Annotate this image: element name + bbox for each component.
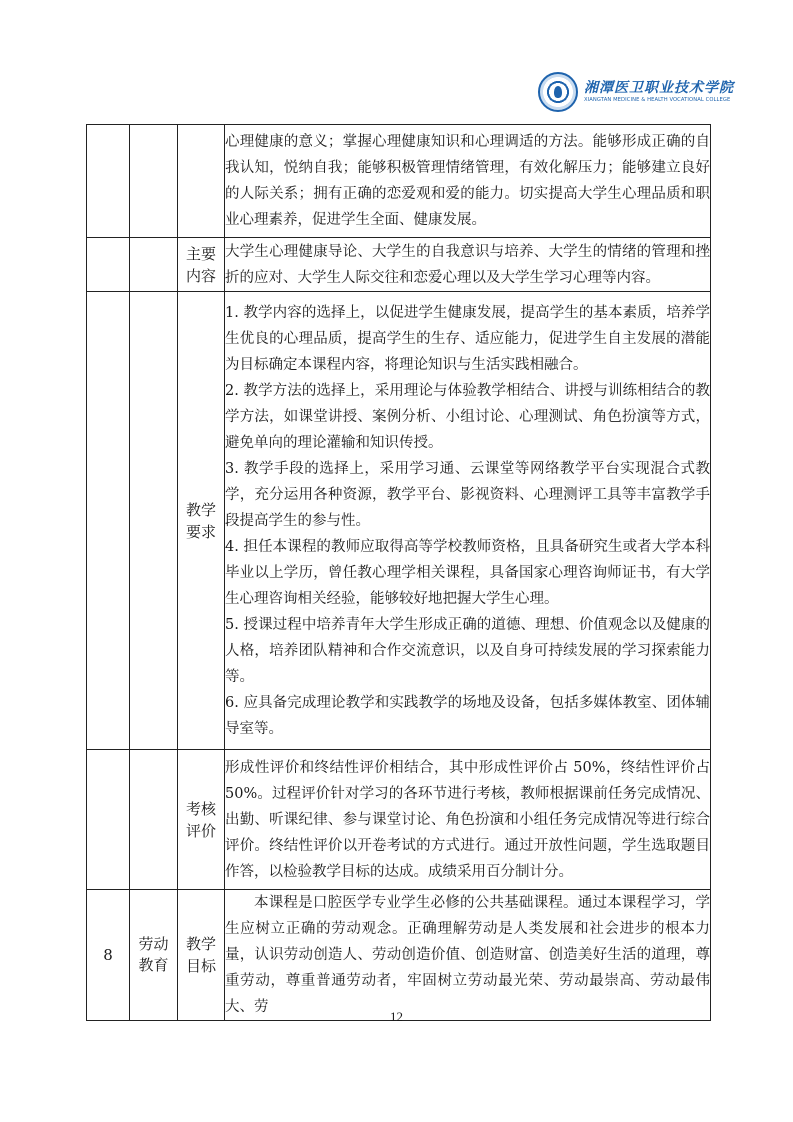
objective-continued-cell — [225, 125, 711, 238]
course-table — [86, 124, 711, 1021]
main-content-text: 大学生心理健康导论、大学生的自我意识与培养、大学生的情绪的管理和挫折的应对、大学生人际交往和恋爱心理以及大学生学习心理等内容。 — [225, 243, 710, 286]
number-cell-empty — [87, 750, 130, 890]
number-cell-empty — [87, 125, 130, 238]
assessment-text: 形成性评价和终结性评价相结合，其中形成性评价占 50%，终结性评价占 50%。过程评价针对学习的各环节进行考核，教师根据课前任务完成情况、出勤、听课纪律、参与课堂讨论、角色扮演和小组任务完成情况等进行综合评价。终结性评价以开卷考试的方式进行。通过开放性问题，学生选取题目作答，以检验教学目标的达成。成绩采用百分制计分。 — [225, 759, 710, 880]
logo-text — [584, 81, 734, 103]
course-cell-empty — [130, 292, 178, 750]
teaching-objective-label — [178, 890, 225, 1021]
label-line-1: 教学 — [185, 500, 216, 519]
course-cell-empty — [130, 125, 178, 238]
assessment-cell — [225, 750, 711, 890]
logo-chinese-name: 湘潭医卫职业技术学院 — [584, 79, 734, 96]
labor-objective-cell — [225, 890, 711, 1021]
label-line-2: 目标 — [185, 957, 216, 975]
requirement-item-5: 5. 授课过程中培养青年大学生形成正确的道德、理想、价值观念以及健康的人格，培养团队精神和合作交流意识，以及自身可持续发展的学习探索能力等。 — [225, 616, 710, 685]
teaching-requirements-label — [178, 292, 225, 750]
requirement-item-2: 2. 教学方法的选择上，采用理论与体验教学相结合、讲授与训练相结合的教学方法，如课堂讲授、案例分析、小组讨论、心理测试、角色扮演等方式，避免单向的理论灌输和知识传授。 — [225, 382, 710, 451]
objective-continued-text: 心理健康的意义；掌握心理健康知识和心理调适的方法。能够形成正确的自我认知，悦纳自我；能够积极管理情绪管理，有效化解压力；能够建立良好的人际关系；拥有正确的恋爱观和爱的能力。切实提高大学生心理品质和职业心理素养，促进学生全面、健康发展。 — [225, 134, 710, 228]
logo-english-name: XIANGTAN MEDICINE & HEALTH VOCATIONAL COLLEGE — [584, 96, 731, 103]
requirement-item-4: 4. 担任本课程的教师应取得高等学校教师资格，且具备研究生或者大学本科毕业以上学历，曾任教心理学相关课程，具备国家心理咨询师证书，有大学生心理咨询相关经验，能够较好地把握大学生心理。 — [225, 538, 710, 607]
course-name-line-1: 劳动 — [138, 935, 169, 953]
course-name-line-2: 教育 — [138, 956, 169, 974]
label-cell-empty — [178, 125, 225, 238]
number-cell-empty — [87, 292, 130, 750]
course-cell-empty — [130, 238, 178, 292]
requirement-item-6: 6. 应具备完成理论教学和实践教学的场地及设备，包括多媒体教室、团体辅导室等。 — [225, 694, 710, 737]
main-content-cell — [225, 238, 711, 292]
teaching-requirements-cell — [225, 292, 711, 750]
label-line-1: 教学 — [185, 935, 216, 953]
number-cell-empty — [87, 238, 130, 292]
labor-objective-text: 本课程是口腔医学专业学生必修的公共基础课程。通过本课程学习，学生应树立正确的劳动观念。正确理解劳动是人类发展和社会进步的根本力量，认识劳动创造人、劳动创造价值、创造财富、创造美好生活的道理，尊重劳动，尊重普通劳动者，牢固树立劳动最光荣、劳动最崇高、劳动最伟大、劳 — [225, 895, 710, 1015]
course-cell-empty — [130, 750, 178, 890]
table-row — [87, 890, 711, 1021]
label-line-2: 内容 — [185, 266, 216, 285]
requirement-item-3: 3. 教学手段的选择上，采用学习通、云课堂等网络教学平台实现混合式教学，充分运用各种资源，教学平台、影视资料、心理测评工具等丰富教学手段提高学生的参与性。 — [225, 460, 710, 529]
page-number: 12 — [390, 1009, 403, 1024]
table-row — [87, 292, 711, 750]
requirement-item-1: 1. 教学内容的选择上，以促进学生健康发展，提高学生的基本素质，培养学生优良的心理品质，提高学生的生存、适应能力，促进学生自主发展的潜能为目标确定本课程内容，将理论知识与生活实践相融合。 — [225, 304, 710, 373]
label-line-2: 评价 — [185, 821, 216, 840]
table-row — [87, 238, 711, 292]
label-line-1: 主要 — [185, 244, 216, 263]
college-logo — [538, 70, 758, 114]
assessment-label — [178, 750, 225, 890]
course-name — [130, 890, 178, 1021]
label-line-1: 考核 — [185, 799, 216, 818]
course-number: 8 — [87, 890, 130, 1021]
college-seal-icon — [538, 72, 578, 112]
table-row — [87, 125, 711, 238]
table-row — [87, 750, 711, 890]
main-content-label — [178, 238, 225, 292]
label-line-2: 要求 — [185, 522, 216, 541]
